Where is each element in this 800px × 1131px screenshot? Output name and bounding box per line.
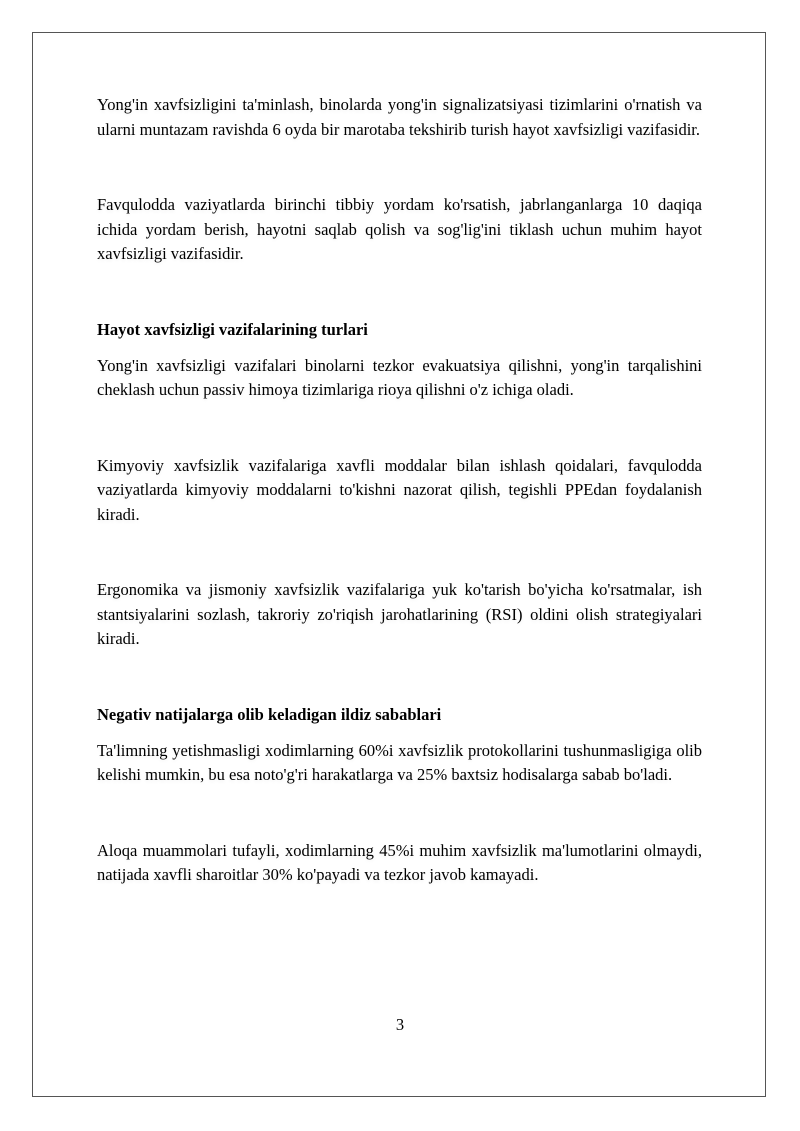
paragraph-communication-issues: Aloqa muammolari tufayli, xodimlarning 45%i muhim xavfsizlik ma'lumotlarini olmaydi, natijada xavfli sharoitlar 30% ko'payadi va tezkor javob kamayadi.	[97, 840, 702, 884]
paragraph-first-aid-duty: Favqulodda vaziyatlarda birinchi tibbiy yordam ko'rsatish, jabrlanganlarga 10 daqiqa ichida yordam berish, hayotni saqlab qolish va sog'lig'ini tiklash uchun muhim hayot xavfsizligi vazifasidir.	[97, 195, 702, 263]
page-number: 3	[395, 1015, 405, 1034]
paragraph-ergonomics: Ergonomika va jismoniy xavfsizlik vazifalariga yuk ko'tarish bo'yicha ko'rsatmalar, ish stantsiyalarini sozlash, takroriy zo'riqish jarohatlarining (RSI) oldini olish strategiyalari kiradi.	[97, 580, 702, 648]
document-body	[97, 93, 702, 888]
paragraph-fire-safety-duty: Yong'in xavfsizligini ta'minlash, binolarda yong'in signalizatsiyasi tizimlarini o'rnatish va ularni muntazam ravishda 6 oyda bir marotaba tekshirib turish hayot xavfsizligi vazifasidir.	[97, 95, 702, 139]
heading-root-causes: Negativ natijalarga olib keladigan ildiz sabablari	[97, 704, 442, 724]
heading-duty-types: Hayot xavfsizligi vazifalarining turlari	[97, 319, 368, 339]
paragraph-fire-safety-tasks: Yong'in xavfsizligi vazifalari binolarni tezkor evakuatsiya qilishni, yong'in tarqalishini cheklash uchun passiv himoya tizimlariga rioya qilishni o'z ichiga oladi.	[97, 355, 702, 399]
paragraph-chemical-safety: Kimyoviy xavfsizlik vazifalariga xavfli moddalar bilan ishlash qoidalari, favqulodda vaziyatlarda kimyoviy moddalarni to'kishni nazorat qilish, tegishli PPEdan foydalanish kiradi.	[97, 455, 702, 524]
paragraph-training-gap: Ta'limning yetishmasligi xodimlarning 60%i xavfsizlik protokollarini tushunmasligiga olib kelishi mumkin, bu esa noto'g'ri harakatlarga va 25% baxtsiz hodisalarga sabab bo'ladi.	[97, 740, 702, 784]
